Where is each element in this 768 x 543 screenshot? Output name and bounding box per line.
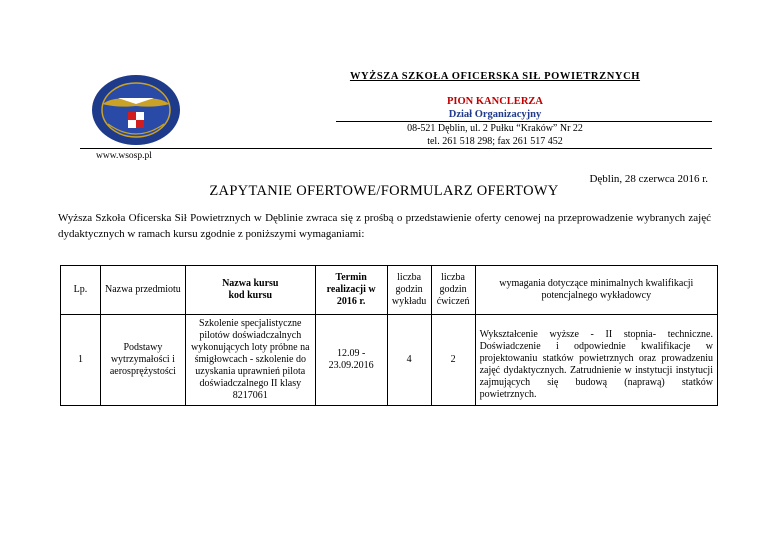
department-name: PION KANCLERZA (447, 96, 543, 107)
header-lecture-hours: liczba godzin wykładu (387, 266, 431, 315)
header-course-name: Nazwa kursu (222, 278, 279, 289)
cell-lp: 1 (61, 315, 101, 406)
table-row (61, 315, 718, 406)
header-lp: Lp. (61, 266, 101, 315)
header-exercise-hours: liczba godzin ćwiczeń (431, 266, 475, 315)
header-divider-long (80, 148, 712, 149)
cell-course: Szkolenie specjalistyczne pilotów doświadczalnych wykonujących loty próbne na śmigłowcach - szkolenie do uzyskania uprawnień pilota doświadczalnego II klasy 8217061 (185, 315, 315, 406)
institution-name: WYŻSZA SZKOŁA OFICERSKA SIŁ POWIETRZNYCH (349, 71, 641, 82)
wsosp-emblem-logo (88, 74, 184, 146)
header-course-code: kod kursu (228, 290, 273, 301)
phone-fax: tel. 261 518 298; fax 261 517 452 (427, 136, 563, 147)
document-date: Dęblin, 28 czerwca 2016 r. (589, 173, 708, 185)
cell-term: 12.09 - 23.09.2016 (315, 315, 387, 406)
offer-table (60, 265, 718, 406)
cell-requirements: Wykształcenie wyższe - II stopnia- techniczne. Doświadczenie i odpowiednie kwalifikacje w projektowaniu statków powietrznych oraz prowadzeniu zajęć dydaktycznych. Zatrudnienie w instytucji instytucji zajmujących się budową (naprawą) statków powietrznych. (475, 315, 717, 406)
website-link[interactable]: www.wsosp.pl (96, 151, 152, 161)
header-subject: Nazwa przedmiotu (100, 266, 185, 315)
header-term: Termin realizacji w 2016 r. (315, 266, 387, 315)
postal-address: 08-521 Dęblin, ul. 2 Pułku “Kraków” Nr 22 (407, 123, 583, 134)
cell-exercise-hours: 2 (431, 315, 475, 406)
cell-lecture-hours: 4 (387, 315, 431, 406)
intro-paragraph: Wyższa Szkoła Oficerska Sił Powietrznych w Dęblinie zwraca się z prośbą o przedstawienie oferty cenowej na przeprowadzenie wybranych zajęć dydaktycznych w ramach kursu zgodnie z poniższymi wymaganiami: (58, 212, 711, 240)
header-requirements: wymagania dotyczące minimalnych kwalifikacji potencjalnego wykładowcy (475, 266, 717, 315)
cell-subject: Podstawy wytrzymałości i aerosprężystości (100, 315, 185, 406)
header-divider-short (336, 121, 712, 122)
division-name: Dział Organizacyjny (448, 109, 542, 120)
header-course (185, 266, 315, 315)
table-header-row (61, 266, 718, 315)
document-title: ZAPYTANIE OFERTOWE/FORMULARZ OFERTOWY (209, 183, 559, 199)
